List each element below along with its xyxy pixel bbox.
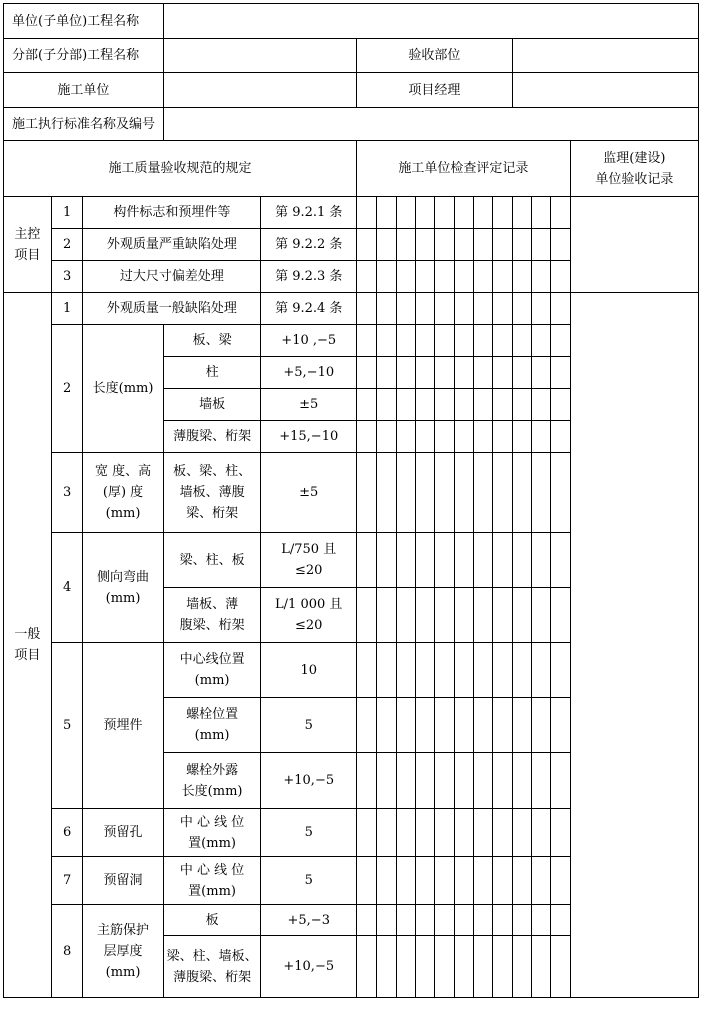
check-cell[interactable] [551,293,570,325]
check-cell[interactable] [493,357,512,389]
item-number: 3 [51,453,83,533]
check-cell[interactable] [512,698,531,753]
check-cell[interactable] [512,533,531,588]
check-cell[interactable] [512,389,531,421]
check-cell[interactable] [416,453,435,533]
check-cell[interactable] [454,421,473,453]
check-cell[interactable] [416,753,435,809]
sub-item: 墙板 [163,389,261,421]
standard-field[interactable] [163,108,698,141]
check-cell[interactable] [493,229,512,261]
check-cell[interactable] [377,229,396,261]
check-cell[interactable] [435,229,454,261]
tolerance: ±5 [261,453,357,533]
check-cell[interactable] [454,229,473,261]
check-cell[interactable] [454,698,473,753]
check-cell[interactable] [435,389,454,421]
check-cell[interactable] [474,453,493,533]
check-cell[interactable] [357,229,377,261]
check-cell[interactable] [454,753,473,809]
item-name: 预留孔 [83,809,163,857]
check-cell[interactable] [416,261,435,293]
check-cell[interactable] [416,643,435,698]
item-number: 3 [51,261,83,293]
check-cell[interactable] [396,588,415,643]
project-name-label: 单位(子单位)工程名称 [4,4,164,39]
check-cell[interactable] [512,229,531,261]
check-cell[interactable] [377,325,396,357]
check-cell[interactable] [435,325,454,357]
check-cell[interactable] [493,753,512,809]
item-number: 5 [51,643,83,809]
check-cell[interactable] [435,936,454,998]
subproject-field[interactable] [163,39,356,73]
check-cell[interactable] [377,357,396,389]
check-cell[interactable] [396,533,415,588]
item-name: 宽 度、高 (厚) 度 (mm) [83,453,163,533]
item-number: 8 [51,905,83,998]
tolerance: +10 ,−5 [261,325,357,357]
check-cell[interactable] [474,857,493,905]
check-cell[interactable] [454,857,473,905]
check-cell[interactable] [357,753,377,809]
check-cell[interactable] [532,753,551,809]
check-cell[interactable] [551,857,570,905]
check-cell[interactable] [377,389,396,421]
check-cell[interactable] [512,357,531,389]
check-cell[interactable] [377,453,396,533]
tolerance: L/1 000 且 ≤20 [261,588,357,643]
item-clause: 第 9.2.3 条 [261,261,357,293]
supervisor-header-line1: 监理(建设) [603,150,666,166]
check-cell[interactable] [512,293,531,325]
check-cell[interactable] [377,936,396,998]
check-cell[interactable] [474,197,493,229]
supervisor-header-line2: 单位验收记录 [595,171,674,187]
check-cell[interactable] [551,533,570,588]
item-name: 过大尺寸偏差处理 [83,261,261,293]
check-cell[interactable] [435,261,454,293]
check-cell[interactable] [435,293,454,325]
check-cell[interactable] [435,643,454,698]
check-cell[interactable] [357,857,377,905]
item-name: 主筋保护 层厚度 (mm) [83,905,163,998]
check-cell[interactable] [551,261,570,293]
item-name: 构件标志和预埋件等 [83,197,261,229]
check-cell[interactable] [493,389,512,421]
item-name: 预埋件 [83,643,163,809]
check-cell[interactable] [357,936,377,998]
sub-item: 柱 [163,357,261,389]
check-cell[interactable] [493,325,512,357]
check-cell[interactable] [493,643,512,698]
check-cell[interactable] [532,197,551,229]
check-cell[interactable] [474,533,493,588]
main-control-group-label: 主控 项目 [4,197,52,293]
check-cell[interactable] [512,753,531,809]
check-cell[interactable] [454,389,473,421]
check-cell[interactable] [454,325,473,357]
check-cell[interactable] [377,421,396,453]
check-cell[interactable] [474,643,493,698]
check-cell[interactable] [396,421,415,453]
tolerance: 5 [261,698,357,753]
item-name: 侧向弯曲 (mm) [83,533,163,643]
item-name: 长度(mm) [83,325,163,453]
check-cell[interactable] [474,905,493,936]
check-cell[interactable] [512,905,531,936]
check-cell[interactable] [435,197,454,229]
check-cell[interactable] [474,325,493,357]
check-cell[interactable] [474,357,493,389]
contractor-field[interactable] [163,73,356,108]
tolerance: +15,−10 [261,421,357,453]
check-cell[interactable] [551,325,570,357]
check-cell[interactable] [396,857,415,905]
check-cell[interactable] [435,421,454,453]
check-cell[interactable] [377,857,396,905]
sub-item: 梁、柱、板 [163,533,261,588]
check-cell[interactable] [416,421,435,453]
check-cell[interactable] [512,421,531,453]
check-cell[interactable] [454,905,473,936]
check-cell[interactable] [435,588,454,643]
check-cell[interactable] [435,357,454,389]
check-cell[interactable] [493,453,512,533]
supervisor-column-header [570,141,698,197]
check-cell[interactable] [532,588,551,643]
sub-item: 梁、柱、墙板、 薄腹梁、桁架 [163,936,261,998]
check-cell[interactable] [493,857,512,905]
check-cell[interactable] [493,293,512,325]
check-cell[interactable] [357,698,377,753]
check-cell[interactable] [532,421,551,453]
check-cell[interactable] [532,698,551,753]
check-cell[interactable] [377,588,396,643]
check-cell[interactable] [435,857,454,905]
check-cell[interactable] [396,753,415,809]
check-cell[interactable] [532,533,551,588]
sub-item: 螺栓位置 (mm) [163,698,261,753]
check-cell[interactable] [532,389,551,421]
project-manager-field[interactable] [512,73,698,108]
item-clause: 第 9.2.2 条 [261,229,357,261]
check-cell[interactable] [416,293,435,325]
check-cell[interactable] [435,809,454,857]
sub-item: 中心线位置 (mm) [163,643,261,698]
check-cell[interactable] [357,453,377,533]
check-cell[interactable] [512,325,531,357]
check-cell[interactable] [532,261,551,293]
check-cell[interactable] [512,197,531,229]
check-cell[interactable] [532,905,551,936]
check-cell[interactable] [416,936,435,998]
sub-item: 薄腹梁、桁架 [163,421,261,453]
check-cell[interactable] [396,809,415,857]
check-cell[interactable] [416,905,435,936]
check-cell[interactable] [396,453,415,533]
check-cell[interactable] [551,643,570,698]
check-cell[interactable] [493,421,512,453]
check-cell[interactable] [396,293,415,325]
check-cell[interactable] [377,533,396,588]
check-cell[interactable] [357,905,377,936]
check-cell[interactable] [493,197,512,229]
check-cell[interactable] [474,588,493,643]
item-number: 2 [51,325,83,453]
tolerance: +10,−5 [261,753,357,809]
check-cell[interactable] [357,421,377,453]
item-number: 7 [51,857,83,905]
sub-item: 中 心 线 位 置(mm) [163,809,261,857]
contractor-label: 施工单位 [4,73,164,108]
check-cell[interactable] [357,357,377,389]
supervisor-record-main[interactable] [570,197,698,293]
check-cell[interactable] [532,357,551,389]
check-cell[interactable] [416,588,435,643]
check-cell[interactable] [512,809,531,857]
check-cell[interactable] [377,905,396,936]
check-cell[interactable] [357,389,377,421]
check-cell[interactable] [416,389,435,421]
check-cell[interactable] [435,698,454,753]
check-cell[interactable] [454,643,473,698]
check-cell[interactable] [416,197,435,229]
item-number: 4 [51,533,83,643]
check-cell[interactable] [396,261,415,293]
sub-item: 板 [163,905,261,936]
check-cell[interactable] [474,753,493,809]
check-cell[interactable] [512,453,531,533]
sub-item: 螺栓外露 长度(mm) [163,753,261,809]
check-cell[interactable] [551,357,570,389]
check-cell[interactable] [357,643,377,698]
item-clause: 第 9.2.4 条 [261,293,357,325]
check-cell[interactable] [512,857,531,905]
check-cell[interactable] [532,936,551,998]
check-cell[interactable] [416,325,435,357]
check-cell[interactable] [416,533,435,588]
inspection-part-field[interactable] [512,39,698,73]
check-cell[interactable] [454,357,473,389]
check-cell[interactable] [551,588,570,643]
sub-item: 板、梁、柱、 墙板、薄腹 梁、桁架 [163,453,261,533]
check-cell[interactable] [396,905,415,936]
check-cell[interactable] [532,643,551,698]
item-clause: 第 9.2.1 条 [261,197,357,229]
check-cell[interactable] [396,229,415,261]
check-cell[interactable] [377,261,396,293]
check-cell[interactable] [377,197,396,229]
item-number: 1 [51,197,83,229]
check-cell[interactable] [435,453,454,533]
subproject-label: 分部(子分部)工程名称 [4,39,164,73]
check-cell[interactable] [357,588,377,643]
check-cell[interactable] [416,857,435,905]
check-cell[interactable] [357,293,377,325]
item-number: 2 [51,229,83,261]
check-cell[interactable] [416,698,435,753]
item-name: 预留洞 [83,857,163,905]
tolerance: L/750 且 ≤20 [261,533,357,588]
check-cell[interactable] [474,936,493,998]
sub-item: 中 心 线 位 置(mm) [163,857,261,905]
check-cell[interactable] [493,261,512,293]
check-cell[interactable] [357,533,377,588]
check-cell[interactable] [551,421,570,453]
check-cell[interactable] [396,325,415,357]
item-name: 外观质量严重缺陷处理 [83,229,261,261]
check-cell[interactable] [493,936,512,998]
check-cell[interactable] [474,261,493,293]
check-cell[interactable] [551,905,570,936]
sub-item: 墙板、薄 腹梁、桁架 [163,588,261,643]
item-name: 外观质量一般缺陷处理 [83,293,261,325]
check-cell[interactable] [396,357,415,389]
check-cell[interactable] [454,197,473,229]
check-cell[interactable] [512,588,531,643]
check-cell[interactable] [512,643,531,698]
general-group-label: 一般 项目 [4,293,52,998]
check-cell[interactable] [377,753,396,809]
check-cell[interactable] [474,698,493,753]
tolerance: +5,−10 [261,357,357,389]
check-cell[interactable] [454,936,473,998]
check-cell[interactable] [396,197,415,229]
check-cell[interactable] [551,936,570,998]
check-cell[interactable] [377,643,396,698]
check-cell[interactable] [532,293,551,325]
tolerance: +10,−5 [261,936,357,998]
check-cell[interactable] [416,809,435,857]
check-cell[interactable] [493,533,512,588]
check-cell[interactable] [454,261,473,293]
check-cell[interactable] [357,261,377,293]
sub-item: 板、梁 [163,325,261,357]
check-cell[interactable] [512,261,531,293]
check-cell[interactable] [474,229,493,261]
tolerance: 10 [261,643,357,698]
check-cell[interactable] [435,533,454,588]
check-cell[interactable] [551,389,570,421]
check-cell[interactable] [551,453,570,533]
check-cell[interactable] [551,809,570,857]
check-cell[interactable] [474,809,493,857]
check-cell[interactable] [493,588,512,643]
check-cell[interactable] [493,809,512,857]
check-cell[interactable] [396,698,415,753]
check-cell[interactable] [512,936,531,998]
tolerance: 5 [261,857,357,905]
check-cell[interactable] [532,809,551,857]
inspection-part-label: 验收部位 [357,39,513,73]
check-cell[interactable] [532,229,551,261]
item-number: 1 [51,293,83,325]
check-cell[interactable] [493,698,512,753]
check-cell[interactable] [454,293,473,325]
check-cell[interactable] [551,753,570,809]
check-cell[interactable] [551,698,570,753]
spec-column-header: 施工质量验收规范的规定 [4,141,357,197]
check-cell[interactable] [435,753,454,809]
check-cell[interactable] [357,325,377,357]
item-number: 6 [51,809,83,857]
check-cell[interactable] [532,453,551,533]
check-cell[interactable] [396,643,415,698]
check-cell[interactable] [357,809,377,857]
check-cell[interactable] [454,588,473,643]
check-cell[interactable] [396,389,415,421]
project-manager-label: 项目经理 [357,73,513,108]
project-name-field[interactable] [163,4,698,39]
check-cell[interactable] [416,229,435,261]
check-cell[interactable] [532,857,551,905]
supervisor-record-general[interactable] [570,293,698,998]
check-cell[interactable] [377,293,396,325]
check-cell[interactable] [551,197,570,229]
standard-label: 施工执行标准名称及编号 [4,108,164,141]
tolerance: ±5 [261,389,357,421]
check-cell[interactable] [532,325,551,357]
check-cell[interactable] [416,357,435,389]
check-cell[interactable] [454,453,473,533]
check-cell[interactable] [357,197,377,229]
check-cell[interactable] [474,389,493,421]
contractor-check-column-header: 施工单位检查评定记录 [357,141,571,197]
inspection-record-table [3,3,699,998]
check-cell[interactable] [493,905,512,936]
check-cell[interactable] [454,809,473,857]
check-cell[interactable] [435,905,454,936]
check-cell[interactable] [474,421,493,453]
check-cell[interactable] [454,533,473,588]
check-cell[interactable] [396,936,415,998]
tolerance: 5 [261,809,357,857]
check-cell[interactable] [377,809,396,857]
check-cell[interactable] [377,698,396,753]
tolerance: +5,−3 [261,905,357,936]
check-cell[interactable] [551,229,570,261]
check-cell[interactable] [474,293,493,325]
